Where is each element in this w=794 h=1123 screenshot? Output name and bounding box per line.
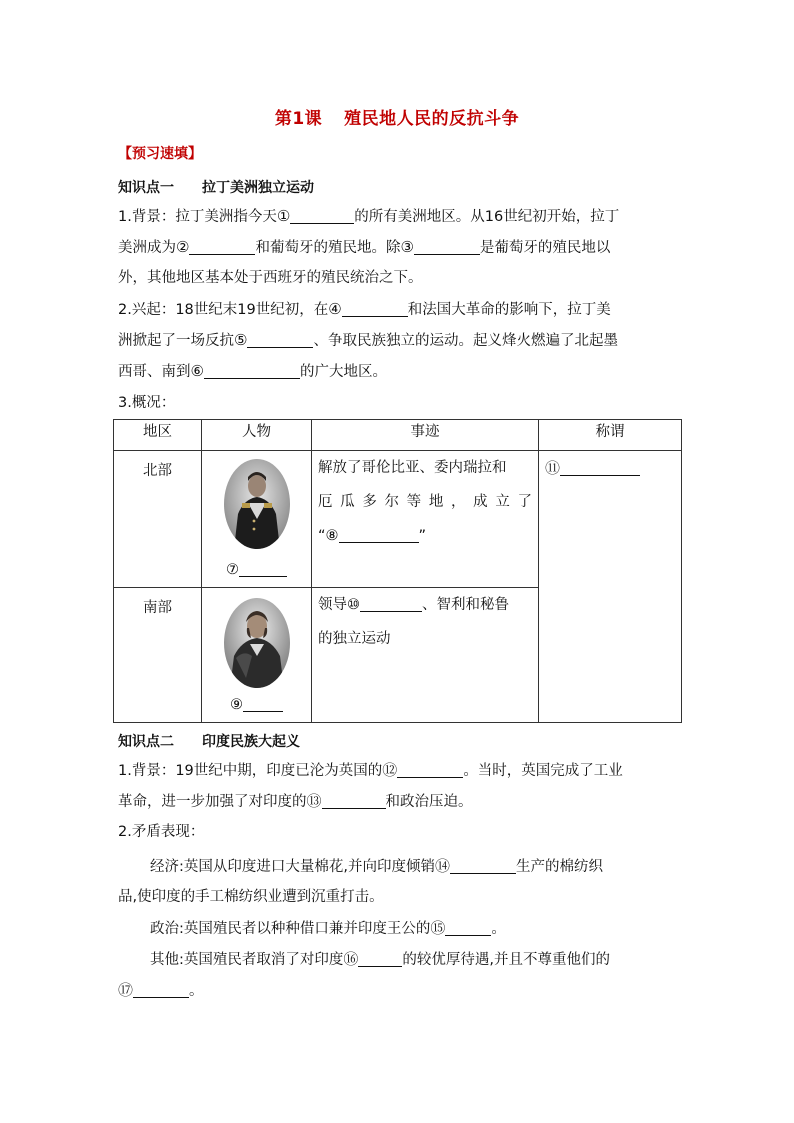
caption-south: ⑨ [202, 696, 311, 713]
blank-6[interactable] [204, 363, 300, 379]
rise-line-1: 2.兴起：18世纪末19世纪初，在④ 和法国大革命的影响下，拉丁美 [118, 300, 611, 318]
preview-tag: 【预习速填】 [118, 146, 202, 162]
blank-7[interactable] [239, 561, 287, 577]
rise-line-3: 西哥、南到⑥ 的广大地区。 [118, 362, 387, 380]
portrait-bolivar-image [224, 459, 290, 549]
india-background-line-1: 1.背景：19世纪中期，印度已沦为英国的⑫ 。当时，英国完成了工业 [118, 761, 623, 779]
conflict-label: 2.矛盾表现： [118, 824, 205, 840]
page-title [0, 104, 794, 129]
blank-8[interactable] [339, 527, 419, 543]
rise-line-2: 洲掀起了一场反抗⑤ 、争取民族独立的运动。起义烽火燃遍了北起墨 [118, 331, 618, 349]
blank-17[interactable] [133, 982, 189, 998]
table-row-north [114, 451, 682, 588]
blank-4[interactable] [342, 301, 408, 317]
blank-13[interactable] [322, 793, 386, 809]
blank-14[interactable] [450, 858, 516, 874]
deeds-cell-south: 领导⑩ 、智利和秘鲁 的独立运动 [312, 588, 539, 723]
blank-5[interactable] [247, 332, 313, 348]
economy-line-2: 品,使印度的手工棉纺织业遭到沉重打击。 [118, 889, 384, 905]
blank-11[interactable] [560, 460, 640, 476]
portrait-sanmartin-image [224, 598, 290, 688]
section-heading-1: 知识点一 拉丁美洲独立运动 [118, 180, 314, 196]
lesson-name: 殖民地人民的反抗斗争 [344, 109, 520, 129]
section-heading-2: 知识点二 印度民族大起义 [118, 734, 300, 750]
region-north: 北部 [114, 451, 202, 588]
blank-16[interactable] [358, 951, 402, 967]
blank-3[interactable] [414, 239, 480, 255]
table-header-row [114, 420, 682, 451]
blank-10[interactable] [360, 596, 422, 612]
blank-15[interactable] [445, 920, 491, 936]
caption-north: ⑦ [202, 561, 311, 578]
region-south: 南部 [114, 588, 202, 723]
blank-1[interactable] [290, 208, 354, 224]
title-cell: ⑪ [539, 451, 682, 723]
deeds-cell-north: 解放了哥伦比亚、委内瑞拉和 厄瓜多尔等地，成立了 “⑧ ” [312, 451, 539, 588]
blank-9[interactable] [243, 696, 283, 712]
india-background-line-2: 革命，进一步加强了对印度的⑬ 和政治压迫。 [118, 792, 473, 810]
person-cell-south [202, 588, 312, 723]
background-line-3: 外，其他地区基本处于西班牙的殖民统治之下。 [118, 270, 423, 286]
person-cell-north [202, 451, 312, 588]
other-line-1: 其他:英国殖民者取消了对印度⑯ 的较优厚待遇,并且不尊重他们的 [150, 950, 611, 968]
background-line-2: 美洲成为② 和葡萄牙的殖民地。除③ 是葡萄牙的殖民地以 [118, 238, 611, 256]
politics-line: 政治:英国殖民者以种种借口兼并印度王公的⑮ 。 [150, 919, 506, 937]
background-line-1: 1.背景：拉丁美洲指今天① 的所有美洲地区。从16世纪初开始，拉丁 [118, 207, 620, 225]
overview-table [113, 419, 682, 723]
overview-label: 3.概况： [118, 395, 176, 411]
blank-12[interactable] [397, 762, 463, 778]
header-deeds: 事迹 [312, 420, 539, 451]
header-region: 地区 [114, 420, 202, 451]
lesson-number: 第1课 [274, 109, 323, 129]
header-person: 人物 [202, 420, 312, 451]
blank-2[interactable] [189, 239, 255, 255]
header-title: 称谓 [539, 420, 682, 451]
economy-line-1: 经济:英国从印度进口大量棉花,并向印度倾销⑭ 生产的棉纺织 [150, 857, 604, 875]
other-line-2: ⑰ 。 [118, 981, 204, 999]
